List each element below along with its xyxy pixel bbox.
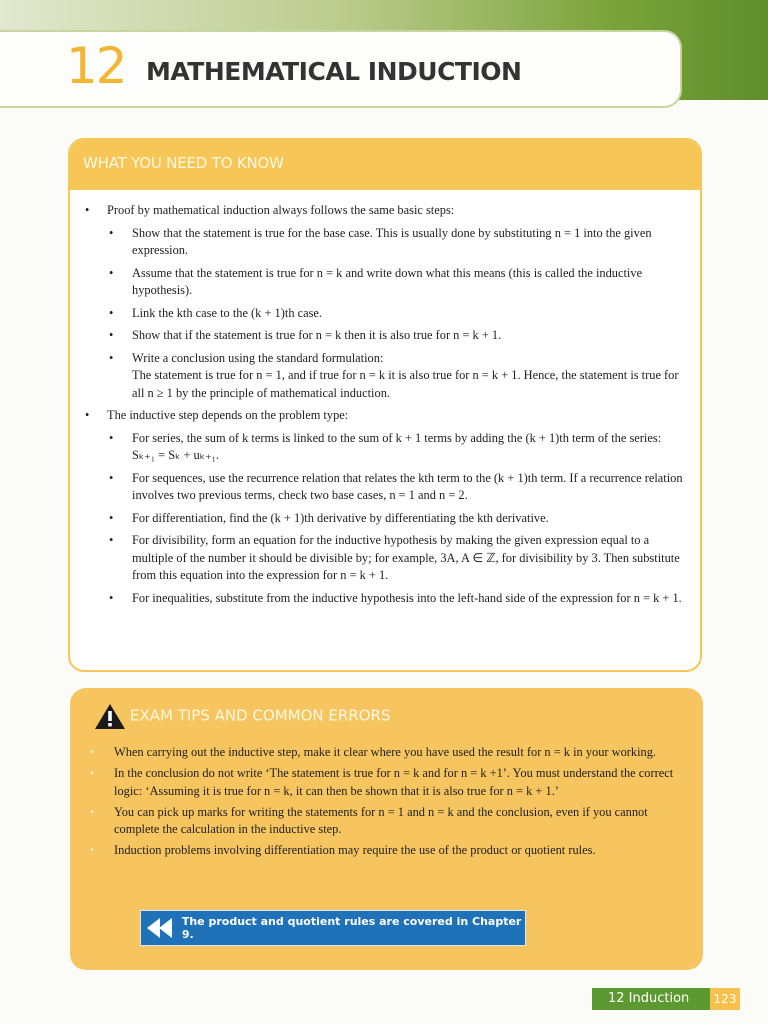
step-conclusion-text: The statement is true for n = 1, and if true for n = k it is also true for n = k + 1. Hence, the statement is true for all n ≥ 1 by the principle of mathematical induction. bbox=[132, 368, 679, 400]
type-item: • For series, the sum of k terms is linked to the sum of k + 1 terms by adding the (k + 1)th term of the series: Sₖ₊₁ = Sₖ + uₖ₊₁. bbox=[107, 430, 686, 465]
type-item: • For inequalities, substitute from the inductive hypothesis into the left-hand side of the expression for n = k + 1. bbox=[107, 590, 686, 608]
step-item: • Show that if the statement is true for n = k then it is also true for n = k + 1. bbox=[107, 327, 686, 345]
type-item: • For divisibility, form an equation for the inductive hypothesis by making the given expression equal to a multiple of the number it should be divisible by; for example, 3A, A ∈ ℤ, for divisibility by 3. Then substitute from this equation into the expression for n = k + 1. bbox=[107, 532, 686, 585]
footer-section-label: 12 Induction bbox=[592, 988, 710, 1010]
exam-tips-header bbox=[94, 700, 390, 730]
tip-item: • You can pick up marks for writing the statements for n = 1 and n = k and the conclusion, even if you cannot complete the calculation in the inductive step. bbox=[88, 804, 681, 839]
step-item: • Show that the statement is true for the base case. This is usually done by substituting n = 1 into the given expression. bbox=[107, 225, 686, 260]
need-to-know-content bbox=[70, 190, 700, 607]
chapter-number: 12 bbox=[66, 37, 126, 95]
list-item bbox=[82, 407, 686, 607]
tip-item: • When carrying out the inductive step, make it clear where you have used the result for n = k in your working. bbox=[88, 744, 681, 761]
point-inductive-step: The inductive step depends on the problem type: bbox=[107, 408, 349, 422]
step-item bbox=[107, 350, 686, 403]
step-item: • Link the kth case to the (k + 1)th case. bbox=[107, 305, 686, 323]
warning-icon bbox=[94, 702, 126, 730]
tip-item: • Induction problems involving differentiation may require the use of the product or quotient rules. bbox=[88, 842, 681, 859]
page-number: 123 bbox=[710, 988, 740, 1010]
chapter-title: MATHEMATICAL INDUCTION bbox=[146, 57, 522, 86]
back-arrow-icon bbox=[145, 910, 178, 946]
type-item: • For differentiation, find the (k + 1)th derivative by differentiating the kth derivative. bbox=[107, 510, 686, 528]
exam-tips-box bbox=[70, 688, 703, 970]
exam-tips-content bbox=[88, 744, 681, 864]
step-item: • Assume that the statement is true for n = k and write down what this means (this is called the inductive hypothesis). bbox=[107, 265, 686, 300]
chapter-9-link[interactable] bbox=[140, 910, 526, 946]
tip-item: • In the conclusion do not write ‘The statement is true for n = k and for n = k +1’. You must understand the correct logic: ‘Assuming it is true for n = k, it can then be shown that it is also true for n = k + 1.’ bbox=[88, 765, 681, 800]
what-you-need-to-know-box bbox=[68, 138, 702, 672]
list-item bbox=[82, 202, 686, 402]
step-conclusion-label: • Write a conclusion using the standard formulation: bbox=[132, 350, 384, 365]
need-to-know-heading: WHAT YOU NEED TO KNOW bbox=[70, 140, 700, 190]
chapter-9-link-label: The product and quotient rules are covered in Chapter 9. bbox=[181, 915, 522, 941]
type-item: • For sequences, use the recurrence relation that relates the kth term to the (k + 1)th term. If a recurrence relation involves two previous terms, check two base cases, n = 1 and n = 2. bbox=[107, 470, 686, 505]
point-basic-steps: Proof by mathematical induction always follows the same basic steps: bbox=[107, 203, 455, 217]
exam-tips-heading: EXAM TIPS AND COMMON ERRORS bbox=[130, 706, 391, 725]
